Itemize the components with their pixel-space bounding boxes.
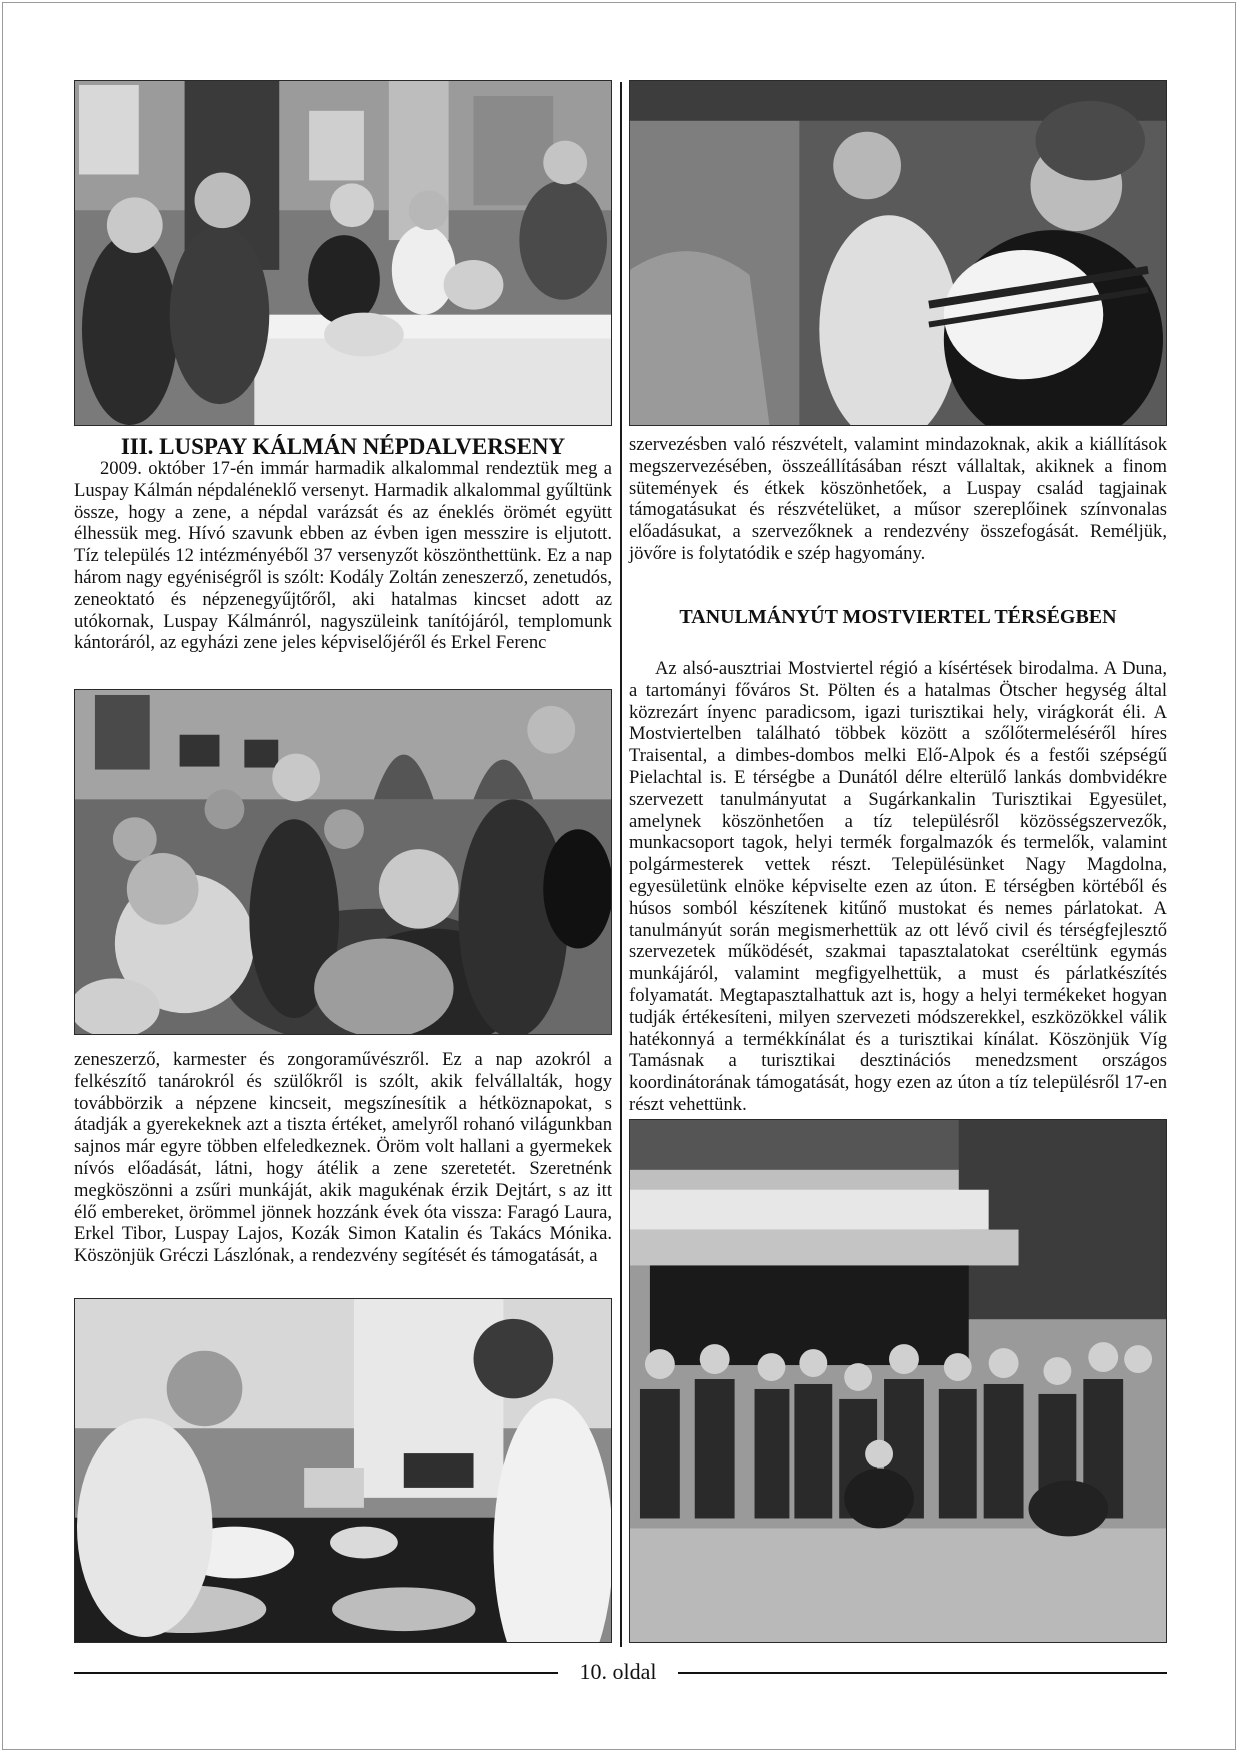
mostviertel-text: Az alsó-ausztriai Mostviertel régió a kísértések birodalma. A Duna, a tartományi főváros St. Pölten és a hatalmas Ötscher hegység által közrezárt ínyenc paradicsom, igazi turisztikai hely, virágkorát éli. A Mostviertelben található többek között a szőlőtermeléséről híres Traisental, a dimbes-dombos melki Elő-Alpok és a festői szépségű Pielachtal is. E térségbe a Dunától délre elterülő lankás dombvidékre szervezett tanulmányutat a Sugárkankalin Turisztikai Egyesület, amelynek köszönhetően a tíz településről közösségszervezők, munkacsoport tagok, helyi termék forgalmazók és termelők, valamint polgármesterek vettek részt. Településünket Nagy Magdolna, egyesületünk elnöke képviselte ezen az úton. E térségben körtéből és húsos somból készítenek kitűnő mustokat és nemes párlatokat. A tanulmányút során megismerhettük az ott lévő civil és térségfejlesztő szervezetek működését, szakmai tapasztalatokat cseréltünk egymás munkájáról, valamint megfigyelhettük, a must és párlatkészítés folyamatát. Megtapasztalhattuk azt is, hogy a helyi termékeket hogyan tudják értékesíteni, milyen szervezeti módszerekkel, eszközökkel válik hatékonnyá a termékkínálat és a turisztikai kínálat. Köszönjük Víg Tamásnak a turisztikai desztinációs menedzsment országos koordinátorának támogatását, hogy ezen az úton a tíz településről 17-en részt vehettünk.: [629, 658, 1167, 1115]
luspay-paragraph-1: [74, 458, 612, 674]
mostviertel-paragraph: [629, 658, 1167, 1118]
luspay-text-2: zeneszerző, karmester és zongoraművészről. Ez a nap azokról a felkészítő tanárokról és szülőkről is szólt, akik felvállalták, hogy továbbörzik a népzene kincseit, megszínesítik a hétköznapokat, s átadják a gyerekeknek azt a tiszta értéket, amelyről rohanó világunkban sajnos már egyre többen elfeledkeznek. Öröm volt hallani a gyermekek nívós előadását, látni, hogy átélik a zene szeretetét. Szeretnénk megköszönni a zsűri munkáját, akik magukénak érzik Dejtárt, s az itt élő embereket, örömmel jönnek hozzánk évek óta vissza: Faragó Laura, Erkel Tibor, Luspay Lajos, Kozák Simon Katalin és Takács Mónika. Köszönjük Gréczi Lászlónak, a rendezvény segítését és támogatását, a: [74, 1049, 612, 1267]
mostviertel-heading: TANULMÁNYÚT MOSTVIERTEL TÉRSÉGBEN: [679, 606, 1117, 628]
footer-line-left: [74, 1672, 558, 1674]
luspay-paragraph-2: [74, 1049, 612, 1289]
page-number: 10. oldal: [579, 1659, 657, 1684]
luspay-text-3: szervezésben való részvételt, valamint mindazoknak, akik a kiállítások megszervezésében, összeállításában részt vállaltak, akiknek a finom sütemények és étkek köszönhetőek, a Luspay család tagjainak támogatásukat és részvételüket, a műsor szereplőinek színvonalas előadásukat, a szervezőknek a rendezvény összefogását. Reméljük, jövőre is folytatódik e szép hagyomány.: [629, 434, 1167, 564]
photo-jury-table: [74, 80, 612, 426]
footer-line-right: [678, 1672, 1167, 1674]
photo-audience: [74, 689, 612, 1035]
photo-kitchen: [74, 1298, 612, 1643]
photo-folk-costume: [629, 80, 1167, 426]
photo-group: [629, 1119, 1167, 1643]
luspay-heading: III. LUSPAY KÁLMÁN NÉPDALVERSENY: [120, 434, 566, 459]
column-divider: [620, 82, 622, 1647]
luspay-text-1: 2009. október 17-én immár harmadik alkalommal rendeztük meg a Luspay Kálmán népdaléneklő versenyt. Harmadik alkalommal gyűltünk össze, hogy a zene, a népdal varázsát és az éneklés örömét együtt élhessük meg. Hívó szavunk ebben az évben igen messzire is eljutott. Tíz település 12 intézményéből 37 versenyzőt köszönthettünk. Ez a nap három nagy egyéniségről is szólt: Kodály Zoltán zeneszerző, zenetudós, zeneoktató és népzenegyűjtőről, aki hatalmas kincset adott az utókornak, Luspay Kálmánról, nagyszüleink tanítójáról, templomunk kántoráról, az egyházi zene jeles képviselőjéről és Erkel Ferenc: [74, 458, 612, 654]
luspay-continuation: [629, 434, 1167, 586]
